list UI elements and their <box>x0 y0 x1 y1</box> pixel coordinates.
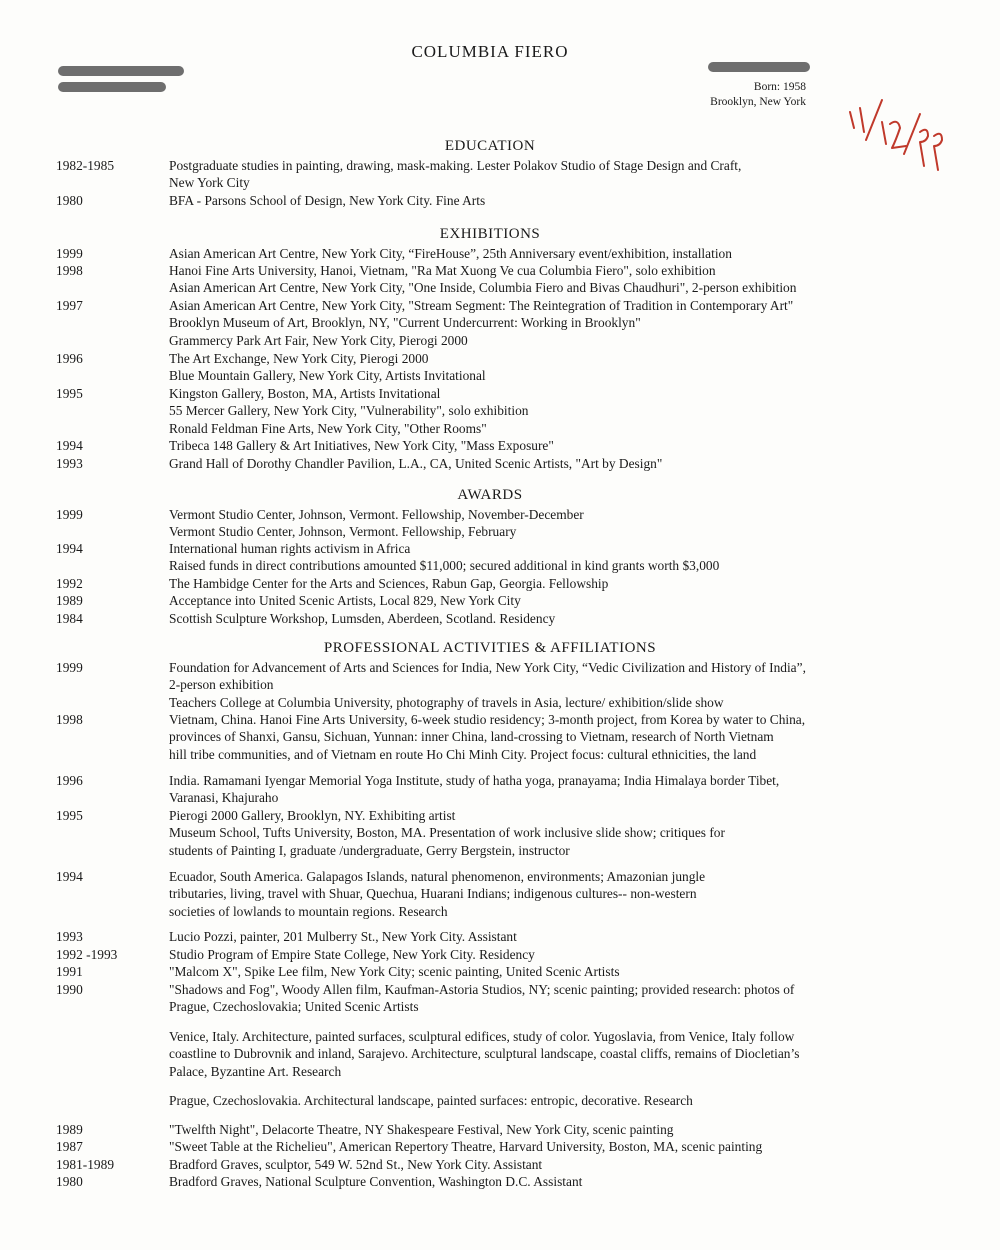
entry-line: 2-person exhibition <box>169 677 274 693</box>
entry-year: 1982-1985 <box>56 158 115 173</box>
entry-text <box>169 592 929 609</box>
entry-line: "Shadows and Fog", Woody Allen film, Kaufman-Astoria Studios, NY; scenic painting; provided research: photos of <box>169 982 795 997</box>
born-year: Born: 1958 <box>753 81 806 93</box>
entry-text <box>169 807 929 859</box>
entry-text <box>169 1092 929 1109</box>
entry-year: 1995 <box>56 808 83 823</box>
entry-line: students of Painting I, graduate /undergraduate, Gerry Bergstein, instructor <box>169 842 570 858</box>
entry-line: Venice, Italy. Architecture, painted surfaces, sculptural edifices, study of color. Yugoslavia, from Venice, Italy follow <box>169 1029 795 1044</box>
entry-line: hill tribe communities, and of Vietnam en route Ho Chi Minh City. Project focus: cultural ethnicities, the land <box>169 746 757 762</box>
birthplace: Brooklyn, New York <box>710 96 806 108</box>
entry-line: Raised funds in direct contributions amounted $11,000; secured additional in kind grants worth $3,000 <box>169 558 720 574</box>
entry-line: Lucio Pozzi, painter, 201 Mulberry St., New York City. Assistant <box>169 929 517 944</box>
entry-line: 55 Mercer Gallery, New York City, "Vulnerability", solo exhibition <box>169 403 529 419</box>
entry-year: 1980 <box>56 1174 83 1189</box>
entry-text <box>169 610 929 627</box>
entry-text <box>169 245 929 262</box>
entry-text <box>169 946 929 963</box>
entry-line: Prague, Czechoslovakia; United Scenic Artists <box>169 999 419 1015</box>
entry-line: Brooklyn Museum of Art, Brooklyn, NY, "Current Undercurrent: Working in Brooklyn" <box>169 315 641 331</box>
birth-info <box>690 80 806 110</box>
entry-text <box>169 659 929 711</box>
entry-text <box>169 385 929 437</box>
entry-line: Asian American Art Centre, New York City, "Stream Segment: The Reintegration of Tradition in Contemporary Art" <box>169 298 794 313</box>
entry-text <box>169 928 929 945</box>
entry-year: 1993 <box>56 929 83 944</box>
entry-year: 1980 <box>56 193 83 208</box>
entry-line: Ecuador, South America. Galapagos Islands, natural phenomenon, environments; Amazonian jungle <box>169 869 706 884</box>
entry-text <box>169 1028 929 1080</box>
redaction-bar <box>58 82 166 92</box>
entry-year: 1999 <box>56 660 83 675</box>
entry-line: Studio Program of Empire State College, New York City. Residency <box>169 947 535 962</box>
entry-line: The Art Exchange, New York City, Pierogi 2000 <box>169 351 429 366</box>
entry-line: Tribeca 148 Gallery & Art Initiatives, New York City, "Mass Exposure" <box>169 438 554 453</box>
entry-line: Varanasi, Khajuraho <box>169 790 279 806</box>
entry-line: New York City <box>169 175 250 191</box>
entry-year: 1994 <box>56 541 83 556</box>
entry-year: 1999 <box>56 246 83 261</box>
entry-line: Pierogi 2000 Gallery, Brooklyn, NY. Exhibiting artist <box>169 808 456 823</box>
entry-text <box>169 1138 929 1155</box>
entry-text <box>169 157 929 192</box>
entry-line: Vermont Studio Center, Johnson, Vermont. Fellowship, November-December <box>169 507 584 522</box>
entry-line: Scottish Sculpture Workshop, Lumsden, Aberdeen, Scotland. Residency <box>169 611 556 626</box>
entry-line: Vietnam, China. Hanoi Fine Arts University, 6-week studio residency; 3-month project, from Korea by water to China, <box>169 712 806 727</box>
section-heading-education: EDUCATION <box>444 138 536 154</box>
entry-line: Bradford Graves, National Sculpture Convention, Washington D.C. Assistant <box>169 1174 583 1189</box>
entry-year: 1996 <box>56 773 83 788</box>
entry-line: Grammercy Park Art Fair, New York City, Pierogi 2000 <box>169 332 468 348</box>
entry-year: 1992 -1993 <box>56 947 118 962</box>
entry-year: 1998 <box>56 712 83 727</box>
entry-text <box>169 1173 929 1190</box>
entry-text <box>169 1156 929 1173</box>
entry-line: Blue Mountain Gallery, New York City, Artists Invitational <box>169 368 486 384</box>
entry-line: Asian American Art Centre, New York City, “FireHouse”, 25th Anniversary event/exhibition, installation <box>169 246 732 261</box>
entry-year: 1998 <box>56 263 83 278</box>
entry-text <box>169 192 929 209</box>
entry-line: Museum School, Tufts University, Boston, MA. Presentation of work inclusive slide show; critiques for <box>169 825 725 841</box>
entry-line: Bradford Graves, sculptor, 549 W. 52nd St., New York City. Assistant <box>169 1157 543 1172</box>
entry-line: International human rights activism in Africa <box>169 541 411 556</box>
entry-text <box>169 981 929 1016</box>
entry-text <box>169 575 929 592</box>
entry-line: Vermont Studio Center, Johnson, Vermont. Fellowship, February <box>169 524 517 540</box>
entry-line: The Hambidge Center for the Arts and Sciences, Rabun Gap, Georgia. Fellowship <box>169 576 609 591</box>
entry-year: 1990 <box>56 982 83 997</box>
entry-year: 1993 <box>56 456 83 471</box>
entry-line: provinces of Shanxi, Gansu, Sichuan, Yunnan: inner China, land-crossing to Vietnam, research of North Vietnam <box>169 729 774 745</box>
entry-year: 1995 <box>56 386 83 401</box>
entry-line: Hanoi Fine Arts University, Hanoi, Vietnam, "Ra Mat Xuong Ve cua Columbia Fiero", solo exhibition <box>169 263 716 278</box>
section-heading-professional: PROFESSIONAL ACTIVITIES & AFFILIATIONS <box>323 640 657 656</box>
entry-line: Asian American Art Centre, New York City, "One Inside, Columbia Fiero and Bivas Chaudhuri", 2-person exhibition <box>169 280 797 296</box>
entry-text <box>169 506 929 541</box>
entry-year: 1984 <box>56 611 83 626</box>
entry-line: Grand Hall of Dorothy Chandler Pavilion, L.A., CA, United Scenic Artists, "Art by Design" <box>169 456 663 471</box>
section-heading-awards: AWARDS <box>457 487 523 503</box>
entry-line: societies of lowlands to mountain regions. Research <box>169 903 448 919</box>
entry-line: Postgraduate studies in painting, drawing, mask-making. Lester Polakov Studio of Stage Design and Craft, <box>169 158 742 173</box>
entry-text <box>169 297 929 349</box>
entry-line: coastline to Dubrovnik and inland, Sarajevo. Architecture, sculptural landscape, coastal cliffs, remains of Diocletian’s <box>169 1046 800 1062</box>
entry-line: Acceptance into United Scenic Artists, Local 829, New York City <box>169 593 521 608</box>
entry-year: 1987 <box>56 1139 83 1154</box>
entry-text <box>169 963 929 980</box>
entry-text <box>169 540 929 575</box>
entry-text <box>169 437 929 454</box>
entry-text <box>169 455 929 472</box>
entry-line: "Malcom X", Spike Lee film, New York City; scenic painting, United Scenic Artists <box>169 964 620 979</box>
entry-line: BFA - Parsons School of Design, New York City. Fine Arts <box>169 193 486 208</box>
entry-text <box>169 350 929 385</box>
entry-year: 1991 <box>56 964 83 979</box>
section-heading-exhibitions: EXHIBITIONS <box>439 226 541 242</box>
entry-year: 1997 <box>56 298 83 313</box>
redaction-bar <box>708 62 810 72</box>
entry-text <box>169 868 929 920</box>
entry-line: Prague, Czechoslovakia. Architectural landscape, painted surfaces: entropic, decorative. Research <box>169 1093 693 1108</box>
entry-text <box>169 711 929 763</box>
entry-line: tributaries, living, travel with Shuar, Quechua, Huarani Indians; indigenous cultures-- non-western <box>169 886 697 902</box>
entry-year: 1989 <box>56 1122 83 1137</box>
entry-year: 1981-1989 <box>56 1157 115 1172</box>
entry-year: 1994 <box>56 869 83 884</box>
entry-line: Palace, Byzantine Art. Research <box>169 1063 342 1079</box>
entry-text <box>169 1121 929 1138</box>
entry-line: Foundation for Advancement of Arts and Sciences for India, New York City, “Vedic Civilization and History of India”, <box>169 660 806 675</box>
entry-year: 1989 <box>56 593 83 608</box>
entry-line: Kingston Gallery, Boston, MA, Artists Invitational <box>169 386 441 401</box>
entry-line: Ronald Feldman Fine Arts, New York City, "Other Rooms" <box>169 420 487 436</box>
entry-text <box>169 772 929 807</box>
entry-line: "Sweet Table at the Richelieu", American Repertory Theatre, Harvard University, Boston, MA, scenic painting <box>169 1139 763 1154</box>
entry-line: India. Ramamani Iyengar Memorial Yoga Institute, study of hatha yoga, pranayama; India Himalaya border Tibet, <box>169 773 780 788</box>
entry-line: "Twelfth Night", Delacorte Theatre, NY Shakespeare Festival, New York City, scenic painting <box>169 1122 674 1137</box>
entry-line: Teachers College at Columbia University, photography of travels in Asia, lecture/ exhibition/slide show <box>169 694 724 710</box>
page-title: COLUMBIA FIERO <box>411 42 569 61</box>
entry-text <box>169 262 929 297</box>
entry-year: 1992 <box>56 576 83 591</box>
entry-year: 1999 <box>56 507 83 522</box>
redaction-bar <box>58 66 184 76</box>
entry-year: 1996 <box>56 351 83 366</box>
entry-year: 1994 <box>56 438 83 453</box>
